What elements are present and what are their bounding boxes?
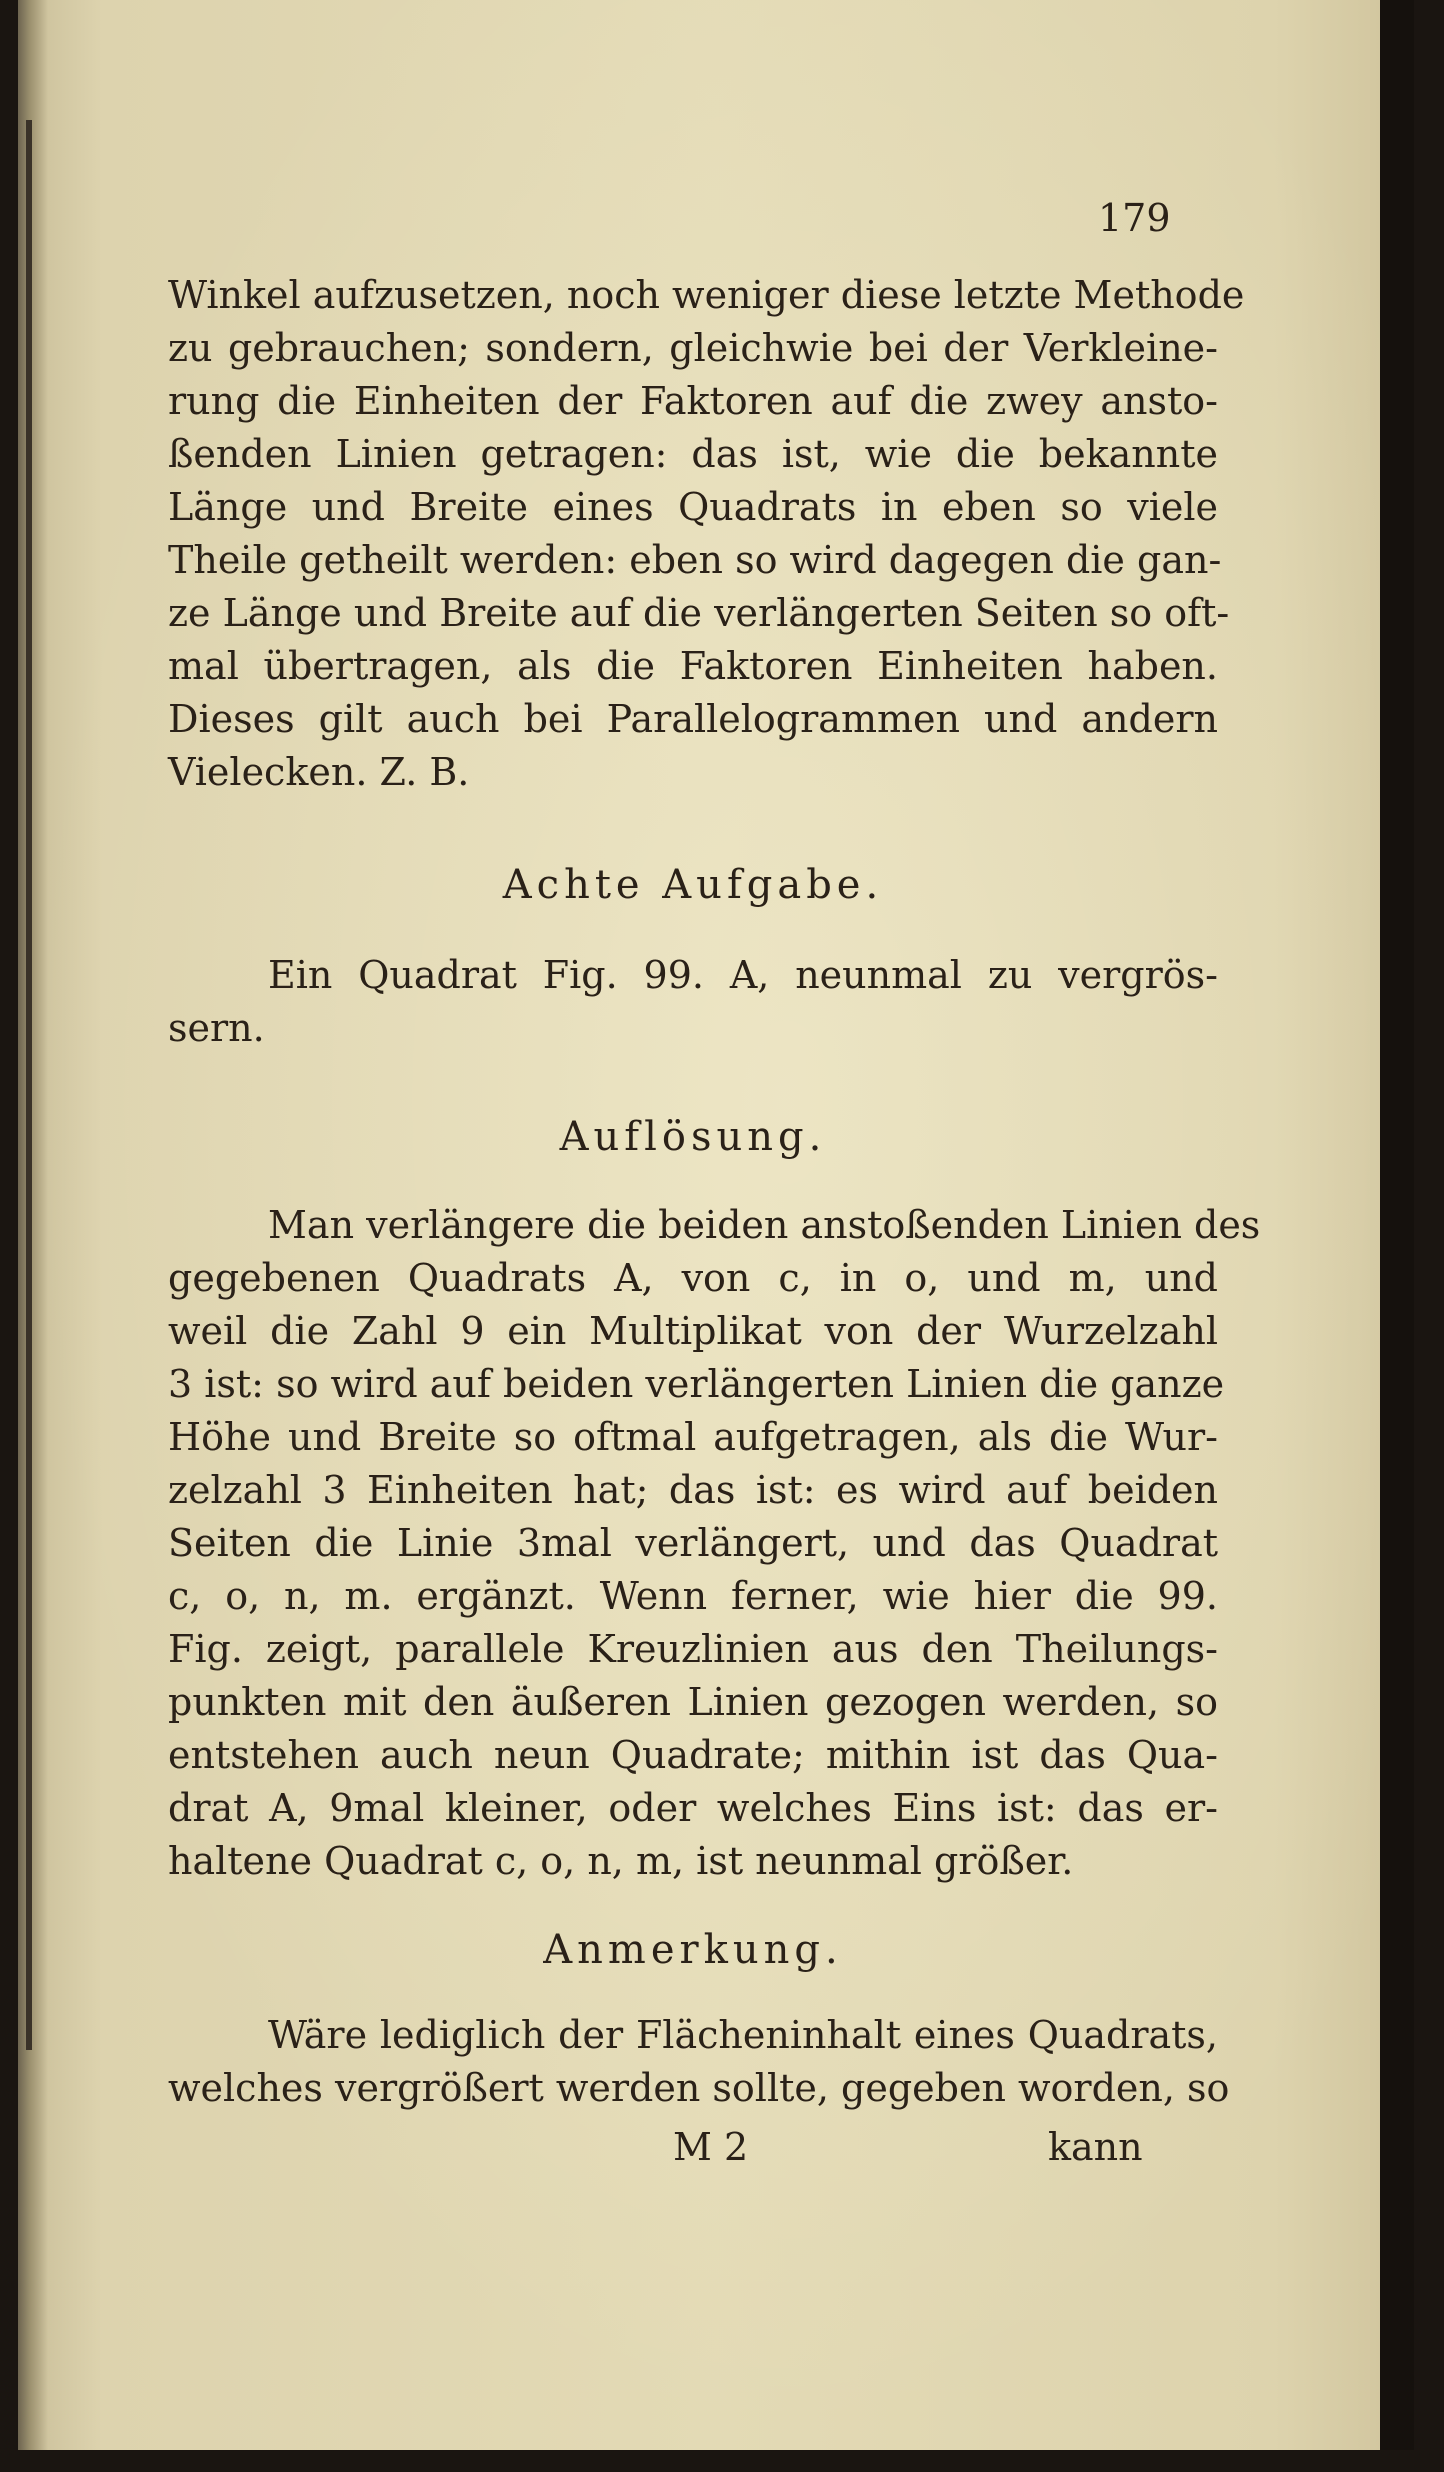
text-line: weil die Zahl 9 ein Multiplikat von der Wurzelzahl xyxy=(168,1309,1218,1353)
text-line: gegebenen Quadrats A, von c, in o, und m, und xyxy=(168,1256,1218,1300)
text-line: Höhe und Breite so oftmal aufgetragen, als die Wur- xyxy=(168,1415,1218,1459)
text-line: Man verlängere die beiden anstoßenden Linien des xyxy=(268,1203,1261,1247)
catchword: kann xyxy=(1048,2125,1143,2169)
gutter-shadow xyxy=(26,120,32,2050)
text-line: c, o, n, m. ergänzt. Wenn ferner, wie hier die 99. xyxy=(168,1574,1218,1618)
book-page xyxy=(18,0,1414,2450)
text-line: Dieses gilt auch bei Parallelogrammen und andern xyxy=(168,697,1218,741)
text-line: Winkel aufzusetzen, noch weniger diese letzte Methode xyxy=(168,273,1245,317)
text-line: 3 ist: so wird auf beiden verlängerten Linien die ganze xyxy=(168,1362,1225,1406)
page-edge xyxy=(1380,0,1414,2450)
text-line: ßenden Linien getragen: das ist, wie die bekannte xyxy=(168,432,1218,476)
text-line: Ein Quadrat Fig. 99. A, neunmal zu vergrös- xyxy=(268,953,1218,997)
text-line: Vielecken. Z. B. xyxy=(168,750,470,794)
text-line: rung die Einheiten der Faktoren auf die zwey ansto- xyxy=(168,379,1218,423)
text-line: mal übertragen, als die Faktoren Einheiten haben. xyxy=(168,644,1218,688)
text-line: Länge und Breite eines Quadrats in eben so viele xyxy=(168,485,1218,529)
signature-mark: M 2 xyxy=(673,2125,749,2169)
heading-achte-aufgabe: Achte Aufgabe. xyxy=(502,862,884,908)
text-line: haltene Quadrat c, o, n, m, ist neunmal größer. xyxy=(168,1839,1074,1883)
text-line: Theile getheilt werden: eben so wird dagegen die gan- xyxy=(168,538,1222,582)
text-line: welches vergrößert werden sollte, gegeben worden, so xyxy=(168,2066,1230,2110)
text-line: ze Länge und Breite auf die verlängerten Seiten so oft- xyxy=(168,591,1230,635)
heading-anmerkung: Anmerkung. xyxy=(543,1927,843,1973)
text-line: punkten mit den äußeren Linien gezogen werden, so xyxy=(168,1680,1218,1724)
text-line: sern. xyxy=(168,1006,265,1050)
page-number: 179 xyxy=(1098,196,1171,240)
heading-aufloesung: Auflösung. xyxy=(559,1114,827,1160)
page-gutter xyxy=(18,0,48,2450)
text-line: Fig. zeigt, parallele Kreuzlinien aus den Theilungs- xyxy=(168,1627,1218,1671)
text-line: Seiten die Linie 3mal verlängert, und das Quadrat xyxy=(168,1521,1218,1565)
text-line: zu gebrauchen; sondern, gleichwie bei der Verkleine- xyxy=(168,326,1218,370)
text-line: zelzahl 3 Einheiten hat; das ist: es wird auf beiden xyxy=(168,1468,1218,1512)
text-line: entstehen auch neun Quadrate; mithin ist das Qua- xyxy=(168,1733,1218,1777)
text-line: drat A, 9mal kleiner, oder welches Eins ist: das er- xyxy=(168,1786,1218,1830)
text-line: Wäre lediglich der Flächeninhalt eines Quadrats, xyxy=(268,2013,1218,2057)
